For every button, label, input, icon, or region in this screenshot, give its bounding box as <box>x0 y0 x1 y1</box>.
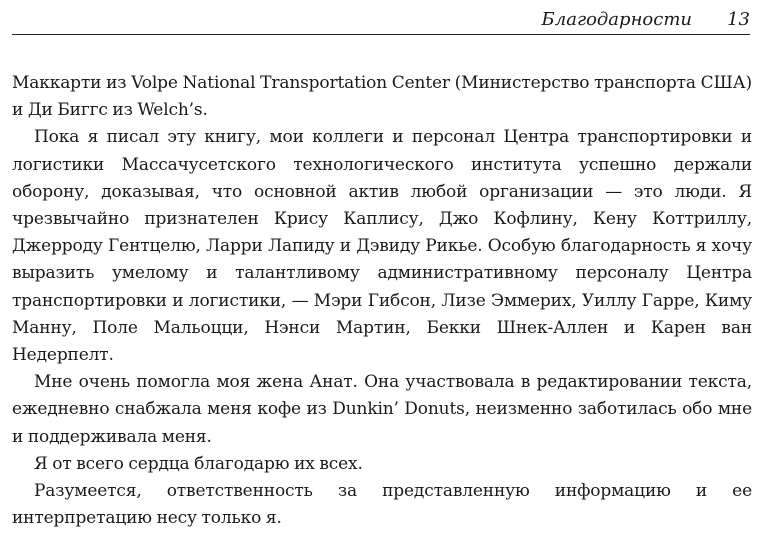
running-header <box>12 8 750 35</box>
paragraph-responsibility: Разумеется, ответственность за представленную информацию и ее интерпретацию несу только я. <box>12 481 752 529</box>
paragraph-thanks-all: Я от всего сердца благодарю их всех. <box>34 453 363 474</box>
page-number: 13 <box>727 9 750 30</box>
running-header-title: Благодарности <box>541 9 692 30</box>
paragraph-continued: Маккарти из Volpe National Transportation Center (Министерство транспорта США) и Ди Биггс из Welch’s. <box>12 73 752 121</box>
body-text <box>12 70 752 532</box>
paragraph-colleagues: Пока я писал эту книгу, мои коллеги и персонал Центра транспортировки и логистики Массачусетского технологического института успешно держали оборону, доказывая, что основной актив любой организации — это люди. Я чрезвычайно признателен Крису Каплису, Джо Кофлину, Кену Коттриллу, Джерроду Гентцелю, Ларри Лапиду и Дэвиду Рикье. Особую благодарность я хочу выразить умелому и талантливому административному персоналу Центра транспортировки и логистики, — Мэри Гибсон, Лизе Эммерих, Уиллу Гарре, Киму Манну, Поле Мальоцци, Нэнси Мартин, Бекки Шнек-Аллен и Карен ван Недерпелт. <box>12 127 752 366</box>
paragraph-wife: Мне очень помогла моя жена Анат. Она участвовала в редактировании текста, ежедневно снабжала меня кофе из Dunkin’ Donuts, неизменно заботилась обо мне и поддерживала меня. <box>12 372 752 447</box>
